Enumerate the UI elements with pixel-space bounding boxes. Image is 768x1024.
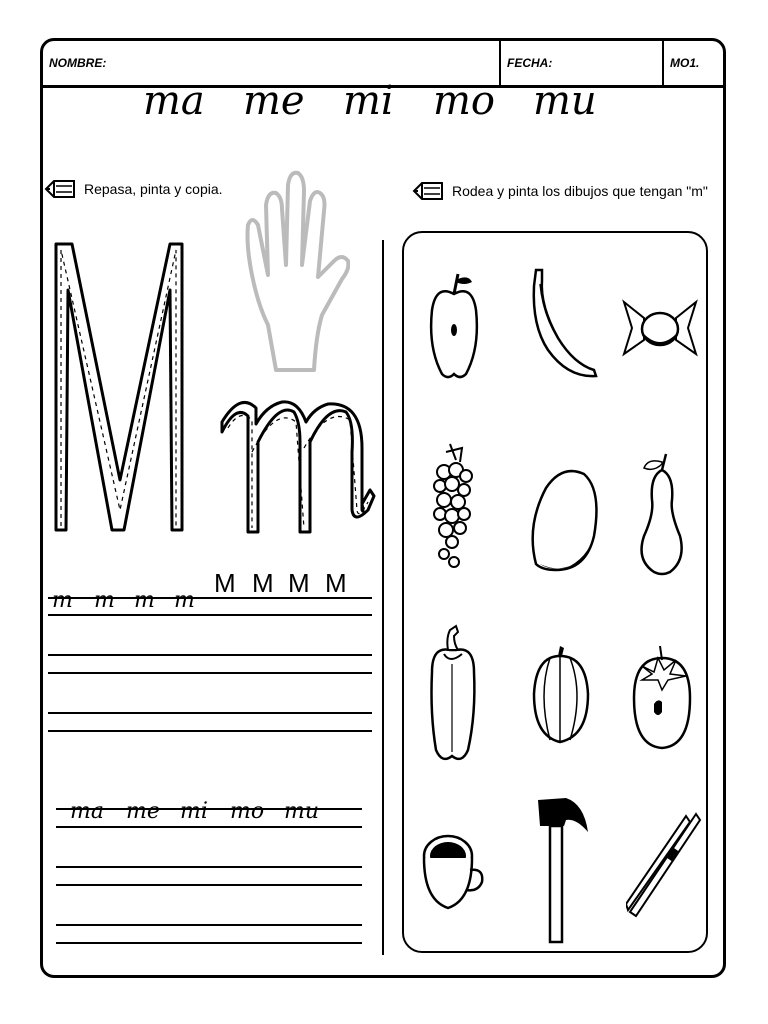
writing-line	[56, 826, 362, 828]
name-label: NOMBRE:	[49, 56, 107, 70]
trace-lowercase-m: m	[52, 588, 73, 613]
code-label: MO1.	[670, 56, 700, 70]
big-uppercase-m	[52, 240, 187, 535]
hammer-icon[interactable]	[536, 796, 590, 946]
skis-icon[interactable]	[626, 812, 702, 920]
column-divider	[382, 240, 384, 955]
pumpkin-icon[interactable]	[530, 644, 592, 746]
trace-syllable: mi	[180, 799, 208, 824]
tomato-icon[interactable]	[632, 646, 692, 752]
trace-uppercase-m: M	[214, 568, 236, 598]
writing-line	[48, 614, 372, 616]
pear-icon[interactable]	[638, 450, 686, 578]
candy-icon[interactable]	[622, 296, 698, 358]
trace-syllable: ma	[70, 799, 104, 824]
coffee-cup-icon[interactable]	[422, 828, 486, 912]
trace-syllable: mu	[284, 799, 320, 824]
writing-line	[56, 866, 362, 868]
syllable-mu: mu	[533, 78, 597, 124]
writing-line	[48, 654, 372, 656]
writing-line	[48, 730, 372, 732]
trace-uppercase-m: M	[288, 568, 310, 598]
syllable-ma: ma	[143, 78, 205, 124]
right-instruction: Rodea y pinta los dibujos que tengan "m"	[452, 183, 708, 199]
left-instruction: Repasa, pinta y copia.	[84, 181, 223, 197]
syllable-me: me	[243, 78, 305, 124]
lemon-icon[interactable]	[526, 466, 600, 574]
trace-lowercase-m: m	[94, 588, 115, 613]
writing-line	[56, 942, 362, 944]
trace-uppercase-m: M	[325, 568, 347, 598]
hand-icon	[238, 165, 350, 387]
writing-line	[56, 884, 362, 886]
trace-lowercase-m: m	[174, 588, 195, 613]
banana-icon[interactable]	[528, 266, 600, 380]
syllable-mo: mo	[433, 78, 496, 124]
pencil-icon	[412, 180, 444, 202]
pencil-icon	[44, 178, 76, 200]
writing-line	[56, 924, 362, 926]
apple-icon[interactable]	[428, 270, 480, 382]
trace-syllable: me	[126, 799, 160, 824]
trace-lowercase-m: m	[134, 588, 155, 613]
writing-line	[48, 712, 372, 714]
big-lowercase-m	[218, 392, 378, 537]
grapes-icon[interactable]	[432, 442, 474, 574]
trace-syllable: mo	[230, 799, 265, 824]
pepper-icon[interactable]	[428, 624, 478, 766]
trace-uppercase-m: M	[252, 568, 274, 598]
syllable-mi: mi	[343, 78, 394, 124]
code-cell	[664, 41, 726, 85]
date-label: FECHA:	[507, 56, 553, 70]
writing-line	[48, 672, 372, 674]
